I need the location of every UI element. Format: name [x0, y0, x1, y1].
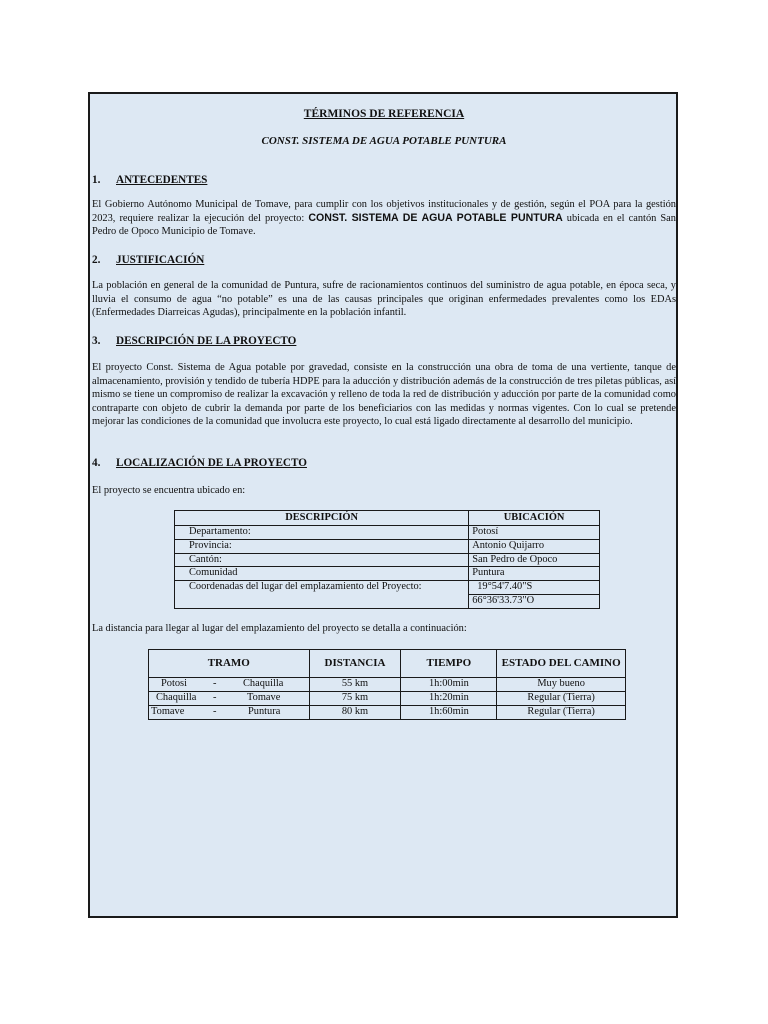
section-title: LOCALIZACIÓN DE LA PROYECTO — [116, 457, 307, 469]
tramo-to: Chaquilla — [243, 678, 284, 689]
table-row — [149, 692, 626, 706]
tramo-to: Tomave — [247, 692, 281, 703]
table-cell: Antonio Quijarro — [469, 539, 600, 553]
table-cell: Puntura — [469, 567, 600, 581]
tramo-separator: - — [213, 706, 217, 717]
section-title: DESCRIPCIÓN DE LA PROYECTO — [116, 335, 297, 347]
document-title: TÉRMINOS DE REFERENCIA — [303, 108, 465, 120]
table-cell: 1h:60min — [401, 706, 497, 720]
table-cell: Cantón: — [175, 553, 469, 567]
tramo-cell — [149, 706, 310, 720]
tramo-cell — [149, 678, 310, 692]
table-row — [149, 706, 626, 720]
table-row — [175, 567, 600, 581]
column-header: DISTANCIA — [309, 650, 401, 678]
location-table — [174, 510, 600, 609]
tramo-to: Puntura — [248, 706, 281, 717]
table-cell: Comunidad — [175, 567, 469, 581]
paragraph-text: El Gobierno Autónomo Municipal de Tomave, para cumplir con los objetivos institucionales y de gestión, según el POA para la gestión 2023, requiere realizar la ejecución del proyecto: — [92, 199, 676, 224]
tramo-cell — [149, 692, 310, 706]
table-cell: 80 km — [309, 706, 401, 720]
column-header: TIEMPO — [401, 650, 497, 678]
table-cell: Potosí — [469, 526, 600, 540]
distance-table — [148, 649, 626, 720]
table-cell: Departamento: — [175, 526, 469, 540]
table-cell: 1h:00min — [401, 678, 497, 692]
section-heading-justificacion — [92, 253, 204, 267]
section-paragraph-justificacion: La población en general de la comunidad de Puntura, sufre de racionamientos continuos del suministro de agua potable, en época seca, y lluvia el consumo de agua “no potable” es una de las causas principales que originan enfermedades prevalentes como los EDAs (Enfermedades Diarreicas Agudas), principalmente en la población infantil. — [92, 280, 676, 319]
table-header-row — [175, 511, 600, 526]
column-header: UBICACIÓN — [469, 511, 600, 526]
table-cell: 75 km — [309, 692, 401, 706]
table-cell: 66°36'33.73"O — [469, 594, 600, 608]
table-row — [175, 539, 600, 553]
section-paragraph-descripcion: El proyecto Const. Sistema de Agua potable por gravedad, consiste en la construcción una obra de toma de una vertiente, tanque de almacenamiento, provisión y tendido de tubería HDPE para la aducción y distribución además de la construcción de tres piletas públicas, así mismo se tiene un compromiso de realizar la excavación y relleno de toda la red de distribución y aducción por parte de la comunidad como contraparte con objeto de cubrir la demanda por parte de los beneficiarios con las medidas y normas vigentes. Con lo cual se pretende mejorar las condiciones de la comunidad que involucra este proyecto, lo cual está ligado directamente al desarrollo del municipio. — [92, 362, 677, 428]
table-row — [175, 581, 600, 595]
table-cell: Muy bueno — [497, 678, 626, 692]
table-row — [175, 553, 600, 567]
column-header: TRAMO — [149, 650, 310, 678]
section-heading-localizacion — [92, 456, 307, 470]
table-cell: Regular (Tierra) — [497, 706, 626, 720]
section-paragraph-antecedentes — [92, 198, 676, 239]
distance-intro-text: La distancia para llegar al lugar del emplazamiento del proyecto se detalla a continuación: — [92, 623, 467, 634]
table-cell: 55 km — [309, 678, 401, 692]
project-name-bold: CONST. SISTEMA DE AGUA POTABLE PUNTURA — [308, 211, 563, 224]
document-subtitle: CONST. SISTEMA DE AGUA POTABLE PUNTURA — [261, 135, 507, 147]
section-heading-descripcion — [92, 334, 296, 348]
section-number: 1. — [92, 174, 101, 186]
section-title: ANTECEDENTES — [116, 174, 208, 186]
table-cell: Regular (Tierra) — [497, 692, 626, 706]
tramo-from: Potosi — [161, 678, 187, 689]
tramo-from: Chaquilla — [156, 692, 197, 703]
section-heading-antecedentes — [92, 173, 207, 187]
tramo-separator: - — [213, 692, 217, 703]
section-number: 3. — [92, 335, 101, 347]
location-intro-text: El proyecto se encuentra ubicado en: — [92, 485, 246, 496]
column-header: DESCRIPCIÓN — [175, 511, 469, 526]
table-row — [175, 526, 600, 540]
table-row — [149, 678, 626, 692]
section-title: JUSTIFICACIÓN — [116, 254, 205, 266]
table-cell: 1h:20min — [401, 692, 497, 706]
table-cell: Coordenadas del lugar del emplazamiento del Proyecto: — [175, 581, 469, 609]
table-cell: Provincia: — [175, 539, 469, 553]
section-number: 2. — [92, 254, 101, 266]
paragraph-text: ubicada en el cantón San Pedro de Opoco Municipio de Tomave. — [92, 212, 676, 238]
tramo-from: Tomave — [151, 706, 185, 717]
table-cell: 19°54'7.40"S — [469, 581, 600, 595]
section-number: 4. — [92, 457, 101, 469]
tramo-separator: - — [213, 678, 217, 689]
table-cell: San Pedro de Opoco — [469, 553, 600, 567]
document-page — [88, 92, 678, 918]
table-header-row — [149, 650, 626, 678]
column-header: ESTADO DEL CAMINO — [497, 650, 626, 678]
